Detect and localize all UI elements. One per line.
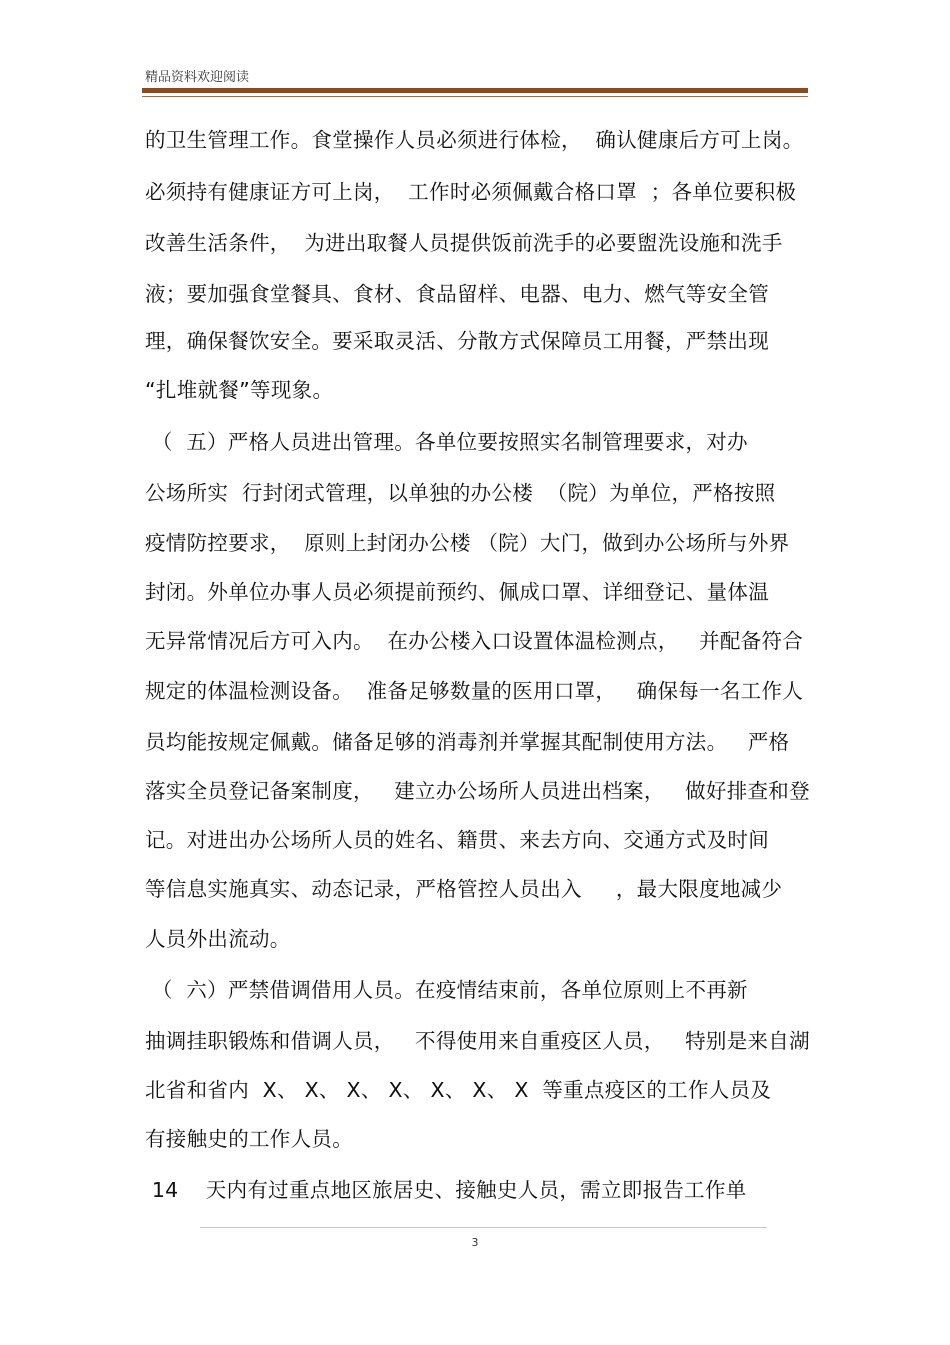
body-line: 改善生活条件， 为进出取餐人员提供饭前洗手的必要盥洗设施和洗手 — [145, 231, 783, 255]
body-line: 理，确保餐饮安全。要采取灵活、分散方式保障员工用餐，严禁出现 — [145, 329, 769, 353]
body-line: 落实全员登记备案制度， 建立办公场所人员进出档案， 做好排查和登 — [145, 779, 810, 803]
body-line: 无异常情况后方可入内。 在办公楼入口设置体温检测点， 并配备符合 — [145, 629, 804, 653]
body-line: 规定的体温检测设备。 准备足够数量的医用口罩， 确保每一名工作人 — [145, 679, 804, 703]
body-line: 必须持有健康证方可上岗， 工作时必须佩戴合格口罩 ；各单位要积极 — [145, 180, 797, 204]
body-line: 封闭。外单位办事人员必须提前预约、佩成口罩、详细登记、量体温 — [145, 580, 769, 604]
body-line: 14 天内有过重点地区旅居史、接触史人员，需立即报告工作单 — [145, 1178, 747, 1202]
body-line: 人员外出流动。 — [145, 927, 291, 951]
body-line: 记。对进出办公场所人员的姓名、籍贯、来去方向、交通方式及时间 — [145, 828, 769, 852]
footer-rule — [200, 1227, 767, 1228]
body-line: （ 五）严格人员进出管理。各单位要按照实名制管理要求，对办 — [145, 430, 748, 454]
body-line: （ 六）严禁借调借用人员。在疫情结束前，各单位原则上不再新 — [145, 978, 748, 1002]
body-line: 员均能按规定佩戴。储备足够的消毒剂并掌握其配制使用方法。 严格 — [145, 730, 790, 754]
body-line: 公场所实 行封闭式管理，以单独的办公楼 （院）为单位，严格按照 — [145, 481, 776, 505]
header-rule-thin — [142, 96, 808, 97]
page-number: 3 — [471, 1236, 479, 1249]
body-line: 有接触史的工作人员。 — [145, 1127, 353, 1151]
header-rule — [142, 88, 808, 93]
body-line: “扎堆就餐”等现象。 — [145, 378, 334, 402]
body-line: 液；要加强食堂餐具、食材、食品留样、电器、电力、燃气等安全管 — [145, 282, 769, 306]
body-line: 等信息实施真实、动态记录，严格管控人员出入 ，最大限度地减少 — [145, 877, 783, 901]
body-line: 抽调挂职锻炼和借调人员， 不得使用来自重疫区人员， 特别是来自湖 — [145, 1029, 810, 1053]
body-line: 的卫生管理工作。食堂操作人员必须进行体检， 确认健康后方可上岗。 — [145, 128, 804, 152]
body-line: 北省和省内 X、 X、 X、 X、 X、 X、 X 等重点疫区的工作人员及 — [145, 1078, 772, 1102]
body-line: 疫情防控要求， 原则上封闭办公楼 （院）大门，做到办公场所与外界 — [145, 531, 790, 555]
header-text: 精品资料欢迎阅读 — [145, 70, 250, 85]
